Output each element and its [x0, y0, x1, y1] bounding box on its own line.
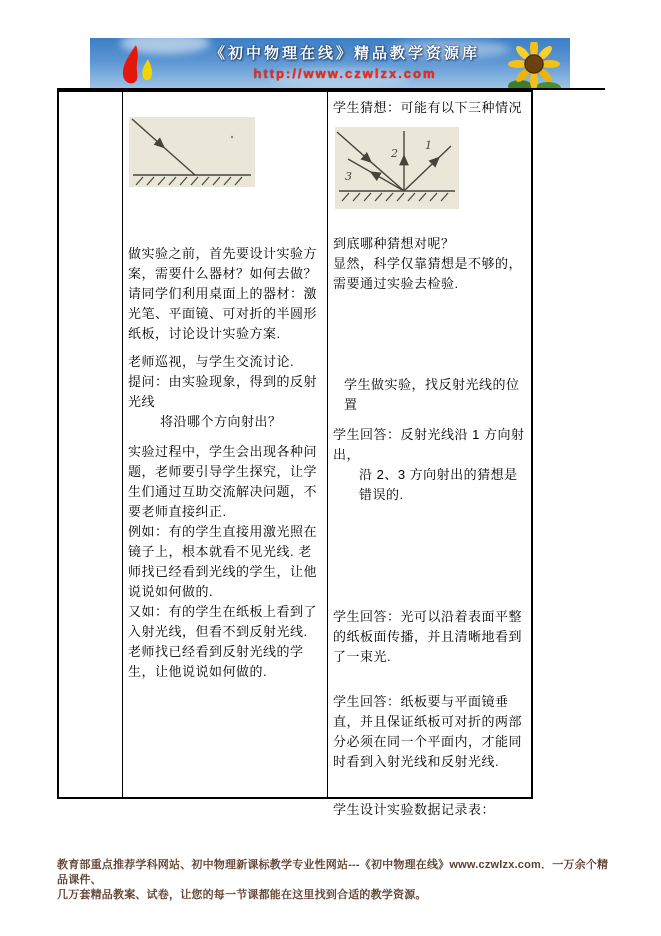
- student-answer-2: 学生回答：光可以沿着表面平整的纸板面传播，并且清晰地看到了一束光.: [333, 609, 523, 664]
- site-url[interactable]: http://www.czwlzx.com: [253, 66, 437, 81]
- footer-promo: [57, 858, 609, 903]
- student-answer-1-line2: 沿 2、3 方向射出的猜想是错误的.: [359, 467, 518, 502]
- student-answer-3: 学生回答：纸板要与平面镜垂直，并且保证纸板可对折的两部分必须在同一个平面内，才能同时看到入射光线和反射光线.: [333, 694, 523, 769]
- site-title: 《初中物理在线》精品教学资源库: [209, 45, 480, 62]
- table-cell-empty: [59, 92, 122, 797]
- lesson-plan-table: [57, 90, 533, 817]
- incident-ray-diagram: [129, 117, 255, 187]
- ray-label-1: 1: [425, 139, 432, 152]
- footer-line-2: 几万套精品教案、试卷，让您的每一节课都能在这里找到合适的教学资源。: [57, 889, 427, 901]
- ray-label-3: 3: [345, 170, 352, 183]
- table-cell-student-activity: [327, 92, 531, 817]
- site-logo-icon: [116, 43, 164, 87]
- footer-line-1: 教育部重点推荐学科网站、初中物理新课标教学专业性网站---《初中物理在线》www.czwlzx.com．一万余个精品课件、: [57, 859, 609, 886]
- paragraph-example-1: 例如：有的学生直接用激光照在镜子上，根本就看不见光线. 老师找已经看到光线的学生，让他说说如何做的.: [128, 524, 318, 599]
- paragraph-example-2: 又如：有的学生在纸板上看到了入射光线，但看不到反射光线. 老师找已经看到反射光线的学生，让他说说如何做的.: [128, 604, 318, 679]
- paragraph-teacher-patrol: 老师巡视，与学生交流讨论.: [128, 354, 295, 369]
- paragraph-plan-1: 做实验之前，首先要设计实验方案，需要什么器材？如何去做？: [128, 246, 318, 281]
- which-guess-question: 到底哪种猜想对呢？: [333, 236, 455, 251]
- student-guess-heading: 学生猜想：可能有以下三种情况: [333, 100, 523, 115]
- paragraph-process: 实验过程中，学生会出现各种问题，老师要引导学生探究，让学生们通过互助交流解决问题，不要老师直接纠正.: [128, 444, 318, 519]
- paragraph-question-line2: 将沿哪个方向射出？: [160, 414, 282, 429]
- students-do-experiment: 学生做实验，找反射光线的位置: [344, 377, 520, 412]
- design-data-table-text: 学生设计实验数据记录表：: [333, 802, 496, 817]
- three-guesses-ray-diagram: [335, 127, 459, 209]
- paragraph-plan-2: 请同学们利用桌面上的器材：激光笔、平面镜、可对折的半圆形纸板，讨论设计实验方案.: [128, 286, 318, 341]
- sunflower-icon: [502, 42, 564, 88]
- paragraph-question-line1: 提问：由实验现象，得到的反射光线: [128, 374, 318, 409]
- site-banner[interactable]: [90, 38, 570, 88]
- student-answer-1-line1: 学生回答：反射光线沿 1 方向射出，: [333, 427, 525, 462]
- banner-text-block: [200, 42, 490, 81]
- need-experiment-text: 显然，科学仅靠猜想是不够的，需要通过实验去检验.: [333, 256, 523, 291]
- ray-label-2: 2: [391, 147, 398, 160]
- table-cell-teacher-activity: [122, 92, 327, 797]
